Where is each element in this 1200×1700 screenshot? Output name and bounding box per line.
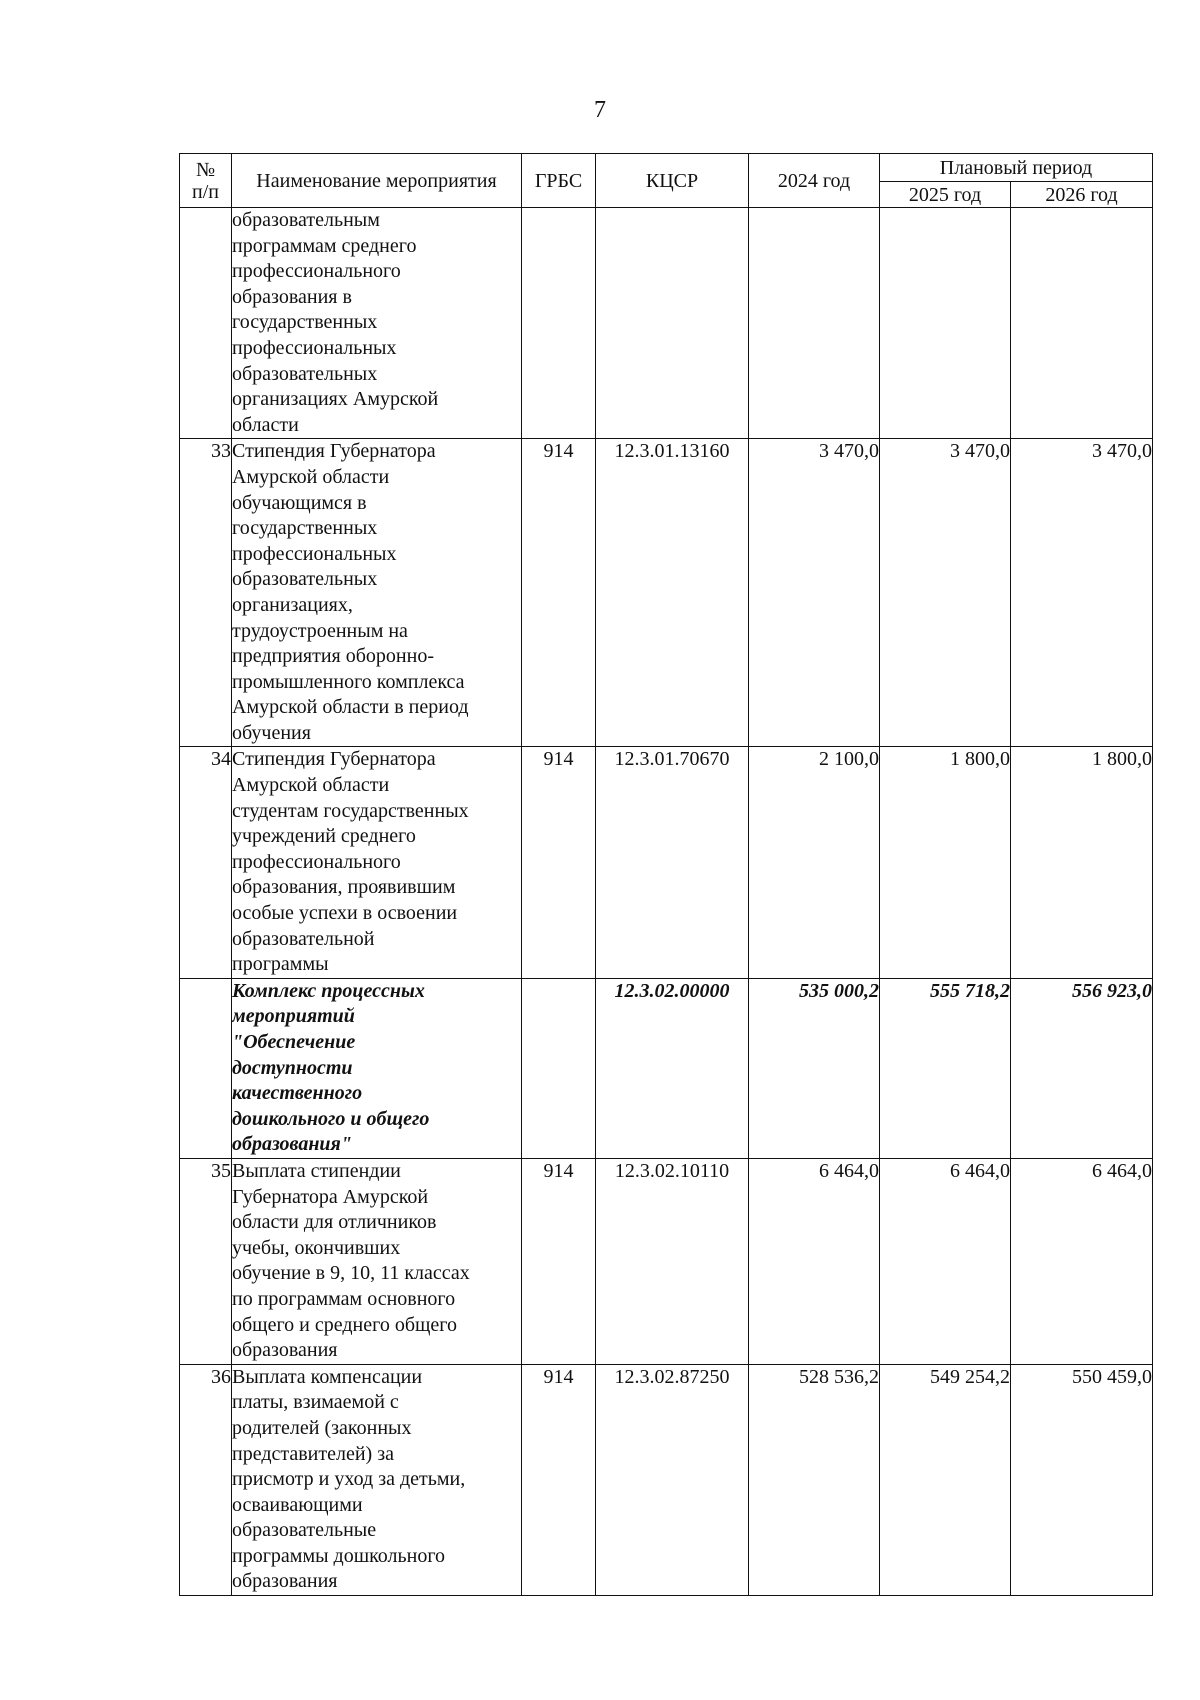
row-grbs: [522, 208, 596, 439]
row-2024: [749, 1364, 880, 1595]
row-number-text: 34: [211, 748, 231, 771]
row-name: [232, 439, 522, 747]
row-kcsr-text: 12.3.01.70670: [614, 748, 730, 771]
page-number: 7: [594, 97, 606, 123]
row-2024-text: 6 464,0: [819, 1159, 879, 1182]
row-name-text: Выплата компенсации платы, взимаемой с родителей (законных представителей) за присмотр и уход за детьми, осваивающими образовательные программы дошкольного образования: [232, 1365, 466, 1593]
row-kcsr: [596, 978, 749, 1158]
row-kcsr: [596, 208, 749, 439]
row-2026: [1011, 747, 1153, 978]
row-number: [180, 1364, 232, 1595]
row-grbs-text: 914: [543, 748, 574, 771]
header-num: № п/п: [180, 154, 232, 208]
header-2026: 2026 год: [1011, 182, 1153, 208]
header-name: Наименование мероприятия: [232, 154, 522, 208]
row-number-text: 35: [211, 1159, 231, 1182]
row-number: [180, 978, 232, 1158]
row-2024-text: 3 470,0: [819, 440, 879, 463]
row-kcsr-text: 12.3.01.13160: [614, 440, 730, 463]
row-number: [180, 208, 232, 439]
row-2025-text: 555 718,2: [930, 979, 1010, 1002]
row-2026: [1011, 208, 1153, 439]
row-2026: [1011, 1158, 1153, 1364]
row-2025: [880, 208, 1011, 439]
row-kcsr-text: 12.3.02.87250: [614, 1365, 730, 1388]
row-2026-text: 550 459,0: [1072, 1365, 1153, 1388]
row-kcsr: [596, 1158, 749, 1364]
row-2026: [1011, 978, 1153, 1158]
header-2025: 2025 год: [880, 182, 1011, 208]
table-row: [180, 208, 1153, 439]
budget-table: [179, 153, 1153, 1596]
row-2024-text: 528 536,2: [799, 1365, 879, 1388]
row-number-text: 33: [211, 440, 231, 463]
row-2026-text: 1 800,0: [1092, 748, 1153, 771]
row-2024: [749, 978, 880, 1158]
row-name: [232, 747, 522, 978]
row-2025-text: 3 470,0: [950, 440, 1010, 463]
row-2026-text: 6 464,0: [1092, 1159, 1153, 1182]
row-2026-text: 556 923,0: [1072, 979, 1153, 1002]
row-number-text: 36: [211, 1365, 231, 1388]
row-2025-text: 1 800,0: [950, 748, 1010, 771]
row-2026: [1011, 1364, 1153, 1595]
row-2024: [749, 439, 880, 747]
row-kcsr: [596, 439, 749, 747]
row-2025: [880, 1364, 1011, 1595]
row-2025: [880, 1158, 1011, 1364]
row-name: [232, 208, 522, 439]
header-row: [180, 154, 1153, 182]
row-2025: [880, 978, 1011, 1158]
row-grbs: [522, 1364, 596, 1595]
row-grbs: [522, 747, 596, 978]
row-name: [232, 1364, 522, 1595]
row-2026: [1011, 439, 1153, 747]
row-number: [180, 439, 232, 747]
row-2024: [749, 747, 880, 978]
row-grbs: [522, 439, 596, 747]
row-grbs: [522, 978, 596, 1158]
row-kcsr: [596, 1364, 749, 1595]
table-row: [180, 747, 1153, 978]
row-2024: [749, 208, 880, 439]
row-name: [232, 1158, 522, 1364]
row-2025-text: 6 464,0: [950, 1159, 1010, 1182]
row-name-text: образовательным программам среднего профессионального образования в государственных профессиональных образовательных организациях Амурской области: [232, 209, 439, 436]
row-grbs-text: 914: [543, 1365, 574, 1388]
row-2024-text: 2 100,0: [819, 748, 879, 771]
table-row: [180, 1364, 1153, 1595]
table-body: [180, 208, 1153, 1596]
row-2025-text: 549 254,2: [930, 1365, 1010, 1388]
header-kcsr: КЦСР: [596, 154, 749, 208]
row-kcsr-text: 12.3.02.00000: [614, 979, 730, 1002]
row-grbs-text: 914: [543, 440, 574, 463]
row-name: [232, 978, 522, 1158]
row-name-text: Комплекс процессных мероприятий "Обеспечение доступности качественного дошкольного и общего образования": [232, 979, 430, 1156]
row-kcsr: [596, 747, 749, 978]
row-name-text: Выплата стипендии Губернатора Амурской области для отличников учебы, окончивших обучение в 9, 10, 11 классах по программам основного общего и среднего общего образования: [232, 1159, 470, 1362]
row-grbs-text: 914: [543, 1159, 574, 1182]
header-2024: 2024 год: [749, 154, 880, 208]
table-row: [180, 1158, 1153, 1364]
row-2024: [749, 1158, 880, 1364]
row-grbs: [522, 1158, 596, 1364]
row-kcsr-text: 12.3.02.10110: [614, 1159, 730, 1182]
row-2025: [880, 439, 1011, 747]
header-grbs: ГРБС: [522, 154, 596, 208]
row-name-text: Стипендия Губернатора Амурской области студентам государственных учреждений среднего профессионального образования, проявившим особые успехи в освоении образовательной программы: [232, 748, 469, 976]
table-row: [180, 439, 1153, 747]
row-2024-text: 535 000,2: [799, 979, 879, 1002]
row-number: [180, 747, 232, 978]
row-name-text: Стипендия Губернатора Амурской области обучающимся в государственных профессиональных образовательных организациях, трудоустроенным на предприятия оборонно- промышленного комплекса Амурской области в период обучения: [232, 440, 469, 744]
header-planned-period: Плановый период: [880, 154, 1153, 182]
row-2026-text: 3 470,0: [1092, 440, 1153, 463]
row-number: [180, 1158, 232, 1364]
row-2025: [880, 747, 1011, 978]
group-row: [180, 978, 1153, 1158]
